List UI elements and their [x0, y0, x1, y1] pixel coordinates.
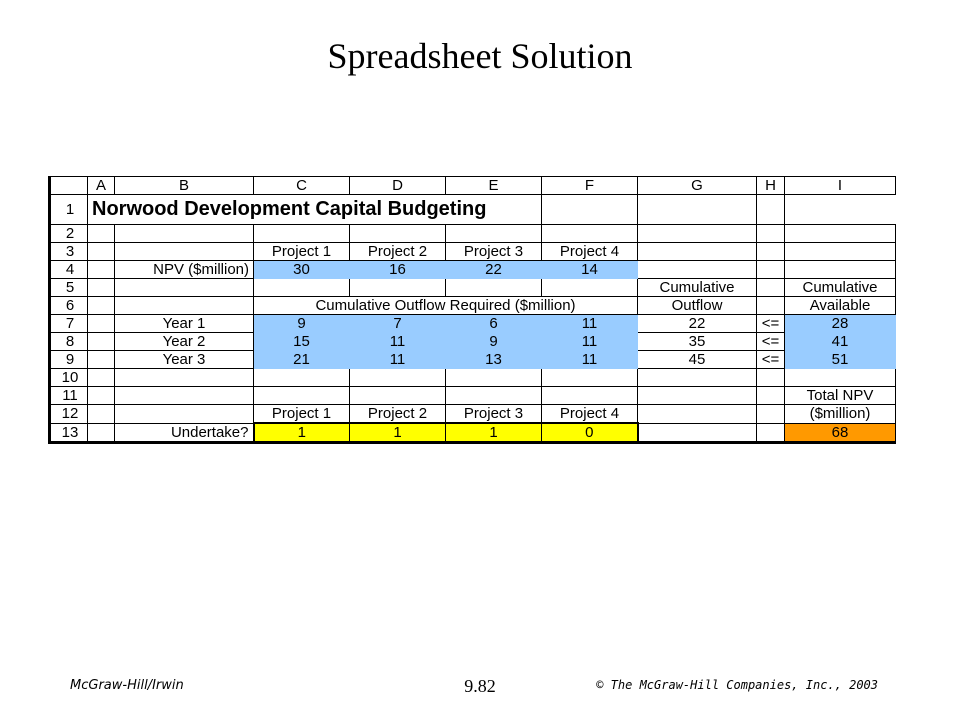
- outflow-y1-p4[interactable]: 11: [542, 315, 638, 333]
- sheet-row-13: [50, 423, 896, 443]
- cell-h3[interactable]: [757, 243, 785, 261]
- year-2-label[interactable]: Year 2: [115, 333, 254, 351]
- available-y1[interactable]: 28: [785, 315, 896, 333]
- sheet-row-9: [50, 351, 896, 369]
- cum-outflow-header-1[interactable]: Cumulative: [638, 279, 757, 297]
- cum-outflow-y3[interactable]: 45: [638, 351, 757, 369]
- cell-i3[interactable]: [785, 243, 896, 261]
- row-header-12[interactable]: 12: [50, 405, 88, 424]
- col-header-i[interactable]: I: [785, 177, 896, 195]
- cell-project-3-header[interactable]: Project 3: [446, 243, 542, 261]
- cell-g4[interactable]: [638, 261, 757, 279]
- cell-h5[interactable]: [757, 279, 785, 297]
- cell-h2[interactable]: [757, 225, 785, 243]
- row-header-4[interactable]: 4: [50, 261, 88, 279]
- cell-h12[interactable]: [757, 405, 785, 424]
- undertake-project-4[interactable]: 0: [542, 423, 638, 443]
- outflow-y1-p1[interactable]: 9: [254, 315, 350, 333]
- outflow-y3-p4[interactable]: 11: [542, 351, 638, 369]
- cell-c10[interactable]: [254, 369, 350, 387]
- cell-project-2-header-2[interactable]: Project 2: [350, 405, 446, 424]
- sheet-title-cell[interactable]: Norwood Development Capital Budgeting: [88, 195, 542, 225]
- outflow-y2-p2[interactable]: 11: [350, 333, 446, 351]
- total-npv-cell[interactable]: 68: [785, 423, 896, 443]
- cell-e11[interactable]: [446, 387, 542, 405]
- sheet-row-1: [50, 195, 896, 225]
- cell-project-4-header[interactable]: Project 4: [542, 243, 638, 261]
- sheet-row-3: [50, 243, 896, 261]
- undertake-project-1[interactable]: 1: [254, 423, 350, 443]
- cell-a9[interactable]: [88, 351, 115, 369]
- cell-a8[interactable]: [88, 333, 115, 351]
- cell-b6[interactable]: [115, 297, 254, 315]
- cell-b5[interactable]: [115, 279, 254, 297]
- undertake-label[interactable]: Undertake?: [115, 423, 254, 443]
- slide-title: Spreadsheet Solution: [327, 36, 633, 76]
- row-header-7[interactable]: 7: [50, 315, 88, 333]
- column-header-row: [50, 177, 896, 195]
- cell-c11[interactable]: [254, 387, 350, 405]
- cell-project-2-header[interactable]: Project 2: [350, 243, 446, 261]
- row-header-13[interactable]: 13: [50, 423, 88, 443]
- row-header-9[interactable]: 9: [50, 351, 88, 369]
- sheet-row-2: [50, 225, 896, 243]
- row-header-2[interactable]: 2: [50, 225, 88, 243]
- npv-project-4[interactable]: 14: [542, 261, 638, 279]
- outflow-y3-p3[interactable]: 13: [446, 351, 542, 369]
- cell-h6[interactable]: [757, 297, 785, 315]
- cell-project-1-header-2[interactable]: Project 1: [254, 405, 350, 424]
- cell-c2[interactable]: [254, 225, 350, 243]
- cell-a4[interactable]: [88, 261, 115, 279]
- outflow-y2-p1[interactable]: 15: [254, 333, 350, 351]
- corner-cell[interactable]: [50, 177, 88, 195]
- outflow-y2-p3[interactable]: 9: [446, 333, 542, 351]
- outflow-required-label[interactable]: Cumulative Outflow Required ($million): [254, 297, 638, 315]
- cell-f10[interactable]: [542, 369, 638, 387]
- col-header-c[interactable]: C: [254, 177, 350, 195]
- npv-project-1[interactable]: 30: [254, 261, 350, 279]
- cum-outflow-y2[interactable]: 35: [638, 333, 757, 351]
- cell-a5[interactable]: [88, 279, 115, 297]
- cum-outflow-y1[interactable]: 22: [638, 315, 757, 333]
- footer-publisher: McGraw-Hill/Irwin: [70, 678, 184, 693]
- available-y3[interactable]: 51: [785, 351, 896, 369]
- cell-h13[interactable]: [757, 423, 785, 443]
- total-npv-header-1[interactable]: Total NPV: [785, 387, 896, 405]
- cell-g10[interactable]: [638, 369, 757, 387]
- cum-available-header-2[interactable]: Available: [785, 297, 896, 315]
- cell-d2[interactable]: [350, 225, 446, 243]
- cell-a11[interactable]: [88, 387, 115, 405]
- cell-e5[interactable]: [446, 279, 542, 297]
- cell-g3[interactable]: [638, 243, 757, 261]
- cell-f11[interactable]: [542, 387, 638, 405]
- sheet-row-11: [50, 387, 896, 405]
- outflow-y2-p4[interactable]: 11: [542, 333, 638, 351]
- col-header-b[interactable]: B: [115, 177, 254, 195]
- row-header-6[interactable]: 6: [50, 297, 88, 315]
- cell-d5[interactable]: [350, 279, 446, 297]
- row-header-10[interactable]: 10: [50, 369, 88, 387]
- cell-g2[interactable]: [638, 225, 757, 243]
- cell-i2[interactable]: [785, 225, 896, 243]
- cell-b3[interactable]: [115, 243, 254, 261]
- cell-g11[interactable]: [638, 387, 757, 405]
- cell-g1[interactable]: [542, 195, 638, 225]
- npv-label-cell[interactable]: NPV ($million): [115, 261, 254, 279]
- footer-slide-number: 9.82: [464, 676, 496, 696]
- cell-d11[interactable]: [350, 387, 446, 405]
- npv-project-2[interactable]: 16: [350, 261, 446, 279]
- sheet-row-7: [50, 315, 896, 333]
- col-header-a[interactable]: A: [88, 177, 115, 195]
- cell-f2[interactable]: [542, 225, 638, 243]
- cum-outflow-header-2[interactable]: Outflow: [638, 297, 757, 315]
- year-1-label[interactable]: Year 1: [115, 315, 254, 333]
- sheet-row-4: [50, 261, 896, 279]
- col-header-f[interactable]: F: [542, 177, 638, 195]
- col-header-g[interactable]: G: [638, 177, 757, 195]
- row-header-8[interactable]: 8: [50, 333, 88, 351]
- cell-h11[interactable]: [757, 387, 785, 405]
- cell-b12[interactable]: [115, 405, 254, 424]
- cum-available-header-1[interactable]: Cumulative: [785, 279, 896, 297]
- cell-project-3-header-2[interactable]: Project 3: [446, 405, 542, 424]
- cell-a10[interactable]: [88, 369, 115, 387]
- col-header-h[interactable]: H: [757, 177, 785, 195]
- sheet-row-5: [50, 279, 896, 297]
- year-3-label[interactable]: Year 3: [115, 351, 254, 369]
- cell-c5[interactable]: [254, 279, 350, 297]
- constraint-op-y3[interactable]: <=: [757, 351, 785, 369]
- cell-e10[interactable]: [446, 369, 542, 387]
- outflow-y1-p3[interactable]: 6: [446, 315, 542, 333]
- sheet-row-10: [50, 369, 896, 387]
- cell-i4[interactable]: [785, 261, 896, 279]
- cell-b10[interactable]: [115, 369, 254, 387]
- total-npv-header-2[interactable]: ($million): [785, 405, 896, 424]
- cell-project-4-header-2[interactable]: Project 4: [542, 405, 638, 424]
- cell-d10[interactable]: [350, 369, 446, 387]
- cell-h10[interactable]: [757, 369, 785, 387]
- constraint-op-y1[interactable]: <=: [757, 315, 785, 333]
- cell-a7[interactable]: [88, 315, 115, 333]
- spreadsheet: [48, 176, 896, 444]
- row-header-1[interactable]: 1: [50, 195, 88, 225]
- col-header-d[interactable]: D: [350, 177, 446, 195]
- cell-g12[interactable]: [638, 405, 757, 424]
- cell-a6[interactable]: [88, 297, 115, 315]
- cell-g13[interactable]: [638, 423, 757, 443]
- cell-b2[interactable]: [115, 225, 254, 243]
- cell-f5[interactable]: [542, 279, 638, 297]
- cell-i1[interactable]: [757, 195, 785, 225]
- sheet-row-6: [50, 297, 896, 315]
- sheet-row-12: [50, 405, 896, 424]
- row-header-3[interactable]: 3: [50, 243, 88, 261]
- footer-copyright: © The McGraw-Hill Companies, Inc., 2003: [596, 678, 878, 692]
- undertake-project-3[interactable]: 1: [446, 423, 542, 443]
- cell-a2[interactable]: [88, 225, 115, 243]
- outflow-y3-p2[interactable]: 11: [350, 351, 446, 369]
- cell-h1[interactable]: [638, 195, 757, 225]
- available-y2[interactable]: 41: [785, 333, 896, 351]
- constraint-op-y2[interactable]: <=: [757, 333, 785, 351]
- cell-a13[interactable]: [88, 423, 115, 443]
- cell-b11[interactable]: [115, 387, 254, 405]
- cell-h4[interactable]: [757, 261, 785, 279]
- cell-e2[interactable]: [446, 225, 542, 243]
- outflow-y1-p2[interactable]: 7: [350, 315, 446, 333]
- sheet-row-8: [50, 333, 896, 351]
- cell-i10[interactable]: [785, 369, 896, 387]
- undertake-project-2[interactable]: 1: [350, 423, 446, 443]
- outflow-y3-p1[interactable]: 21: [254, 351, 350, 369]
- row-header-11[interactable]: 11: [50, 387, 88, 405]
- npv-project-3[interactable]: 22: [446, 261, 542, 279]
- cell-project-1-header[interactable]: Project 1: [254, 243, 350, 261]
- cell-a12[interactable]: [88, 405, 115, 424]
- col-header-e[interactable]: E: [446, 177, 542, 195]
- cell-a3[interactable]: [88, 243, 115, 261]
- row-header-5[interactable]: 5: [50, 279, 88, 297]
